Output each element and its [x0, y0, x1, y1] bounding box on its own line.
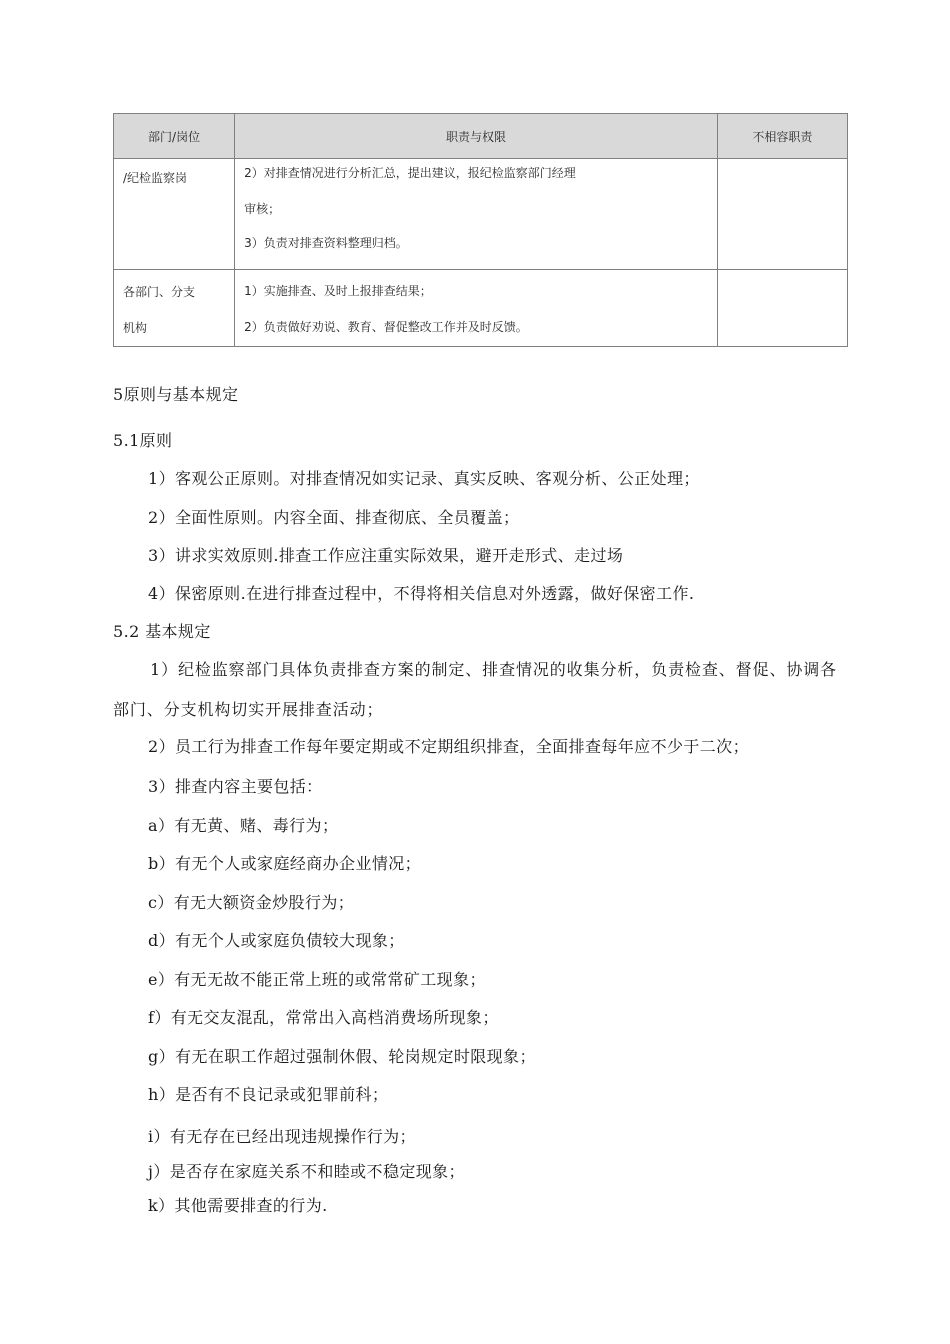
- check-item: g）有无在职工作超过强制休假、轮岗规定时限现象；: [148, 1047, 536, 1066]
- principle-item: 1）客观公正原则。对排查情况如实记录、真实反映、客观分析、公正处理；: [148, 469, 700, 488]
- dept-text: 各部门、分支: [123, 285, 196, 299]
- check-item: k）其他需要排查的行为.: [148, 1196, 328, 1215]
- duty-line: 2）负责做好劝说、教育、督促整改工作并及时反馈。: [244, 320, 528, 334]
- principle-item: 4）保密原则.在进行排查过程中，不得将相关信息对外透露，做好保密工作.: [148, 584, 695, 603]
- incompatible-cell: [717, 270, 847, 347]
- check-item: i）有无存在已经出现违规操作行为；: [148, 1127, 416, 1146]
- section-5-title: 5原则与基本规定: [113, 385, 239, 404]
- rule-paragraph-3: 3）排查内容主要包括：: [148, 777, 323, 796]
- duty-line: 3）负责对排查资料整理归档。: [244, 236, 408, 250]
- table-header-row: [114, 114, 848, 159]
- check-item: e）有无无故不能正常上班的或常常矿工现象；: [148, 970, 486, 989]
- check-item: a）有无黄、赌、毒行为；: [148, 816, 339, 835]
- duties-cell: [235, 270, 718, 347]
- principle-item: 3）讲求实效原则.排查工作应注重实际效果，避开走形式、走过场: [148, 546, 624, 565]
- duty-table: [113, 113, 848, 347]
- section-5-2-title: 5.2 基本规定: [113, 622, 211, 641]
- principle-item: 2）全面性原则。内容全面、排查彻底、全员覆盖；: [148, 508, 520, 527]
- dept-text: 机构: [123, 321, 148, 335]
- rule-paragraph-1: 1）纪检监察部门具体负责排查方案的制定、排查情况的收集分析，负责检查、督促、协调各部门、分支机构切实开展排查活动；: [113, 660, 838, 719]
- duties-cell: [235, 159, 718, 270]
- dept-text: /纪检监察岗: [123, 171, 188, 185]
- rule-paragraph-2: 2）员工行为排查工作每年要定期或不定期组织排查，全面排查每年应不少于二次；: [148, 737, 749, 756]
- check-item: j）是否存在家庭关系不和睦或不稳定现象；: [148, 1162, 465, 1181]
- header-incompatible: 不相容职责: [717, 114, 847, 159]
- section-5-1-title: 5.1原则: [113, 431, 173, 450]
- check-item: b）有无个人或家庭经商办企业情况；: [148, 854, 422, 873]
- check-item: h）是否有不良记录或犯罪前科；: [148, 1085, 389, 1104]
- duty-line: 2）对排查情况进行分析汇总，提出建议，报纪检监察部门经理: [244, 166, 576, 180]
- table-row: [114, 159, 848, 270]
- check-item: f）有无交友混乱，常常出入高档消费场所现象；: [148, 1008, 499, 1027]
- check-item: d）有无个人或家庭负债较大现象；: [148, 931, 405, 950]
- header-dept: 部门/岗位: [114, 114, 235, 159]
- check-item: c）有无大额资金炒股行为；: [148, 893, 355, 912]
- incompatible-cell: [717, 159, 847, 270]
- duty-line: 审核；: [244, 202, 281, 216]
- table-row: [114, 270, 848, 347]
- dept-cell: [114, 159, 235, 270]
- duty-line: 1）实施排查、及时上报排查结果；: [244, 284, 432, 298]
- dept-cell: [114, 270, 235, 347]
- header-duties: 职责与权限: [235, 114, 718, 159]
